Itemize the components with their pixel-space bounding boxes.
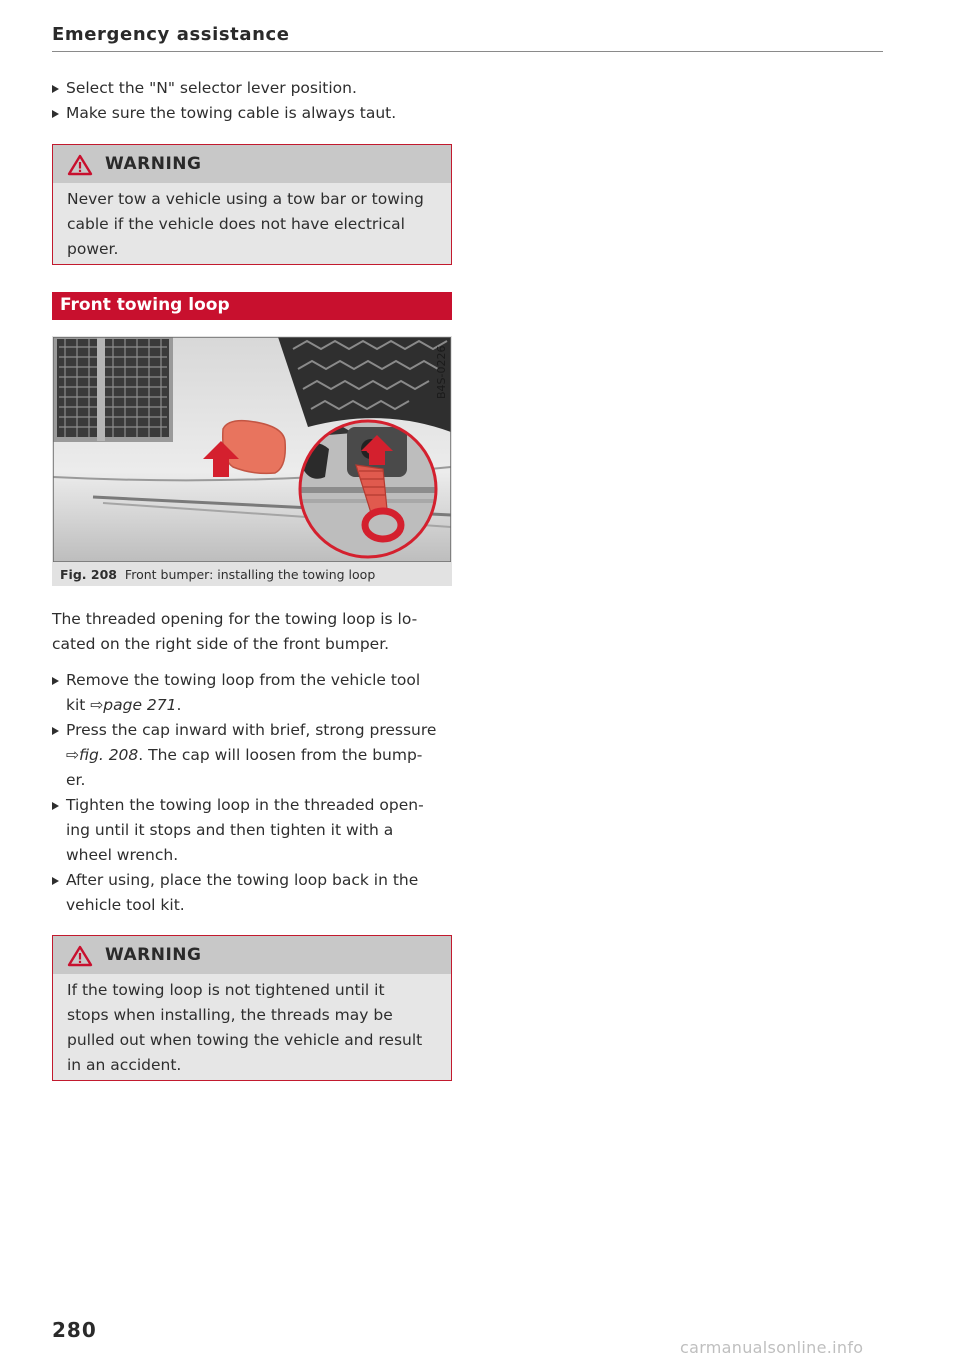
warning-line: pulled out when towing the vehicle and result	[67, 1031, 423, 1049]
section-heading	[52, 292, 452, 320]
step-text: Make sure the towing cable is always taut.	[66, 104, 397, 122]
step-line: wheel wrench.	[66, 846, 179, 864]
left-grille	[53, 337, 173, 442]
step-line: ing until it stops and then tighten it with a	[66, 821, 394, 839]
step-text: . The cap will loosen from the bump-	[138, 746, 423, 764]
bullet-triangle-icon	[52, 802, 59, 810]
figure-caption	[60, 567, 375, 582]
warning-box	[52, 144, 452, 265]
steps-list	[52, 668, 452, 918]
warning-header	[53, 145, 451, 183]
caption-text: Front bumper: installing the towing loop	[124, 567, 376, 582]
body-paragraph	[52, 607, 452, 657]
warning-text	[53, 974, 451, 1086]
list-item	[52, 76, 452, 101]
step-text: Select the "N" selector lever position.	[66, 79, 357, 97]
bullet-triangle-icon	[52, 85, 59, 93]
step-line: vehicle tool kit.	[66, 896, 185, 914]
warning-label: WARNING	[105, 154, 202, 174]
figure-code: B4S-0226	[435, 345, 448, 399]
section-title: Front towing loop	[60, 295, 230, 315]
warning-line: Never tow a vehicle using a tow bar or towing	[67, 190, 424, 208]
list-item	[52, 868, 452, 918]
warning-line: stops when installing, the threads may be	[67, 1006, 393, 1024]
step-line	[66, 693, 452, 718]
list-item	[52, 101, 452, 126]
warning-line: in an accident.	[67, 1056, 182, 1074]
warning-triangle-icon	[67, 945, 93, 967]
page-number: 280	[52, 1318, 97, 1342]
step-line: After using, place the towing loop back in the	[66, 871, 419, 889]
warning-text	[53, 183, 451, 270]
watermark: carmanualsonline.info	[680, 1338, 864, 1357]
list-item	[52, 718, 452, 793]
step-text: kit	[66, 696, 91, 714]
bumper-illustration	[53, 337, 451, 562]
warning-line: power.	[67, 240, 119, 258]
step-line: Remove the towing loop from the vehicle tool	[66, 671, 421, 689]
warning-box	[52, 935, 452, 1081]
paragraph-line: cated on the right side of the front bumper.	[52, 635, 390, 653]
list-item	[52, 668, 452, 718]
warning-header	[53, 936, 451, 974]
bullet-triangle-icon	[52, 110, 59, 118]
page-reference-link[interactable]: ⇨page 271	[90, 696, 177, 714]
warning-triangle-icon	[67, 154, 93, 176]
figure-reference-link[interactable]: ⇨fig. 208	[66, 746, 139, 764]
step-line: er.	[66, 771, 86, 789]
warning-line: If the towing loop is not tightened until it	[67, 981, 385, 999]
step-line: Press the cap inward with brief, strong pressure	[66, 721, 437, 739]
figure-208	[52, 336, 452, 586]
page-header-title: Emergency assistance	[52, 24, 290, 45]
list-item	[52, 793, 452, 868]
paragraph-line: The threaded opening for the towing loop is lo-	[52, 610, 418, 628]
intro-steps	[52, 76, 452, 126]
bullet-triangle-icon	[52, 677, 59, 685]
bullet-triangle-icon	[52, 877, 59, 885]
header-divider	[52, 51, 883, 52]
step-line	[66, 743, 452, 768]
step-text: .	[176, 696, 182, 714]
warning-label: WARNING	[105, 945, 202, 965]
caption-label: Fig. 208	[60, 567, 117, 582]
warning-line: cable if the vehicle does not have electrical	[67, 215, 405, 233]
towing-loop-cap	[223, 421, 286, 474]
step-line: Tighten the towing loop in the threaded open-	[66, 796, 424, 814]
bullet-triangle-icon	[52, 727, 59, 735]
